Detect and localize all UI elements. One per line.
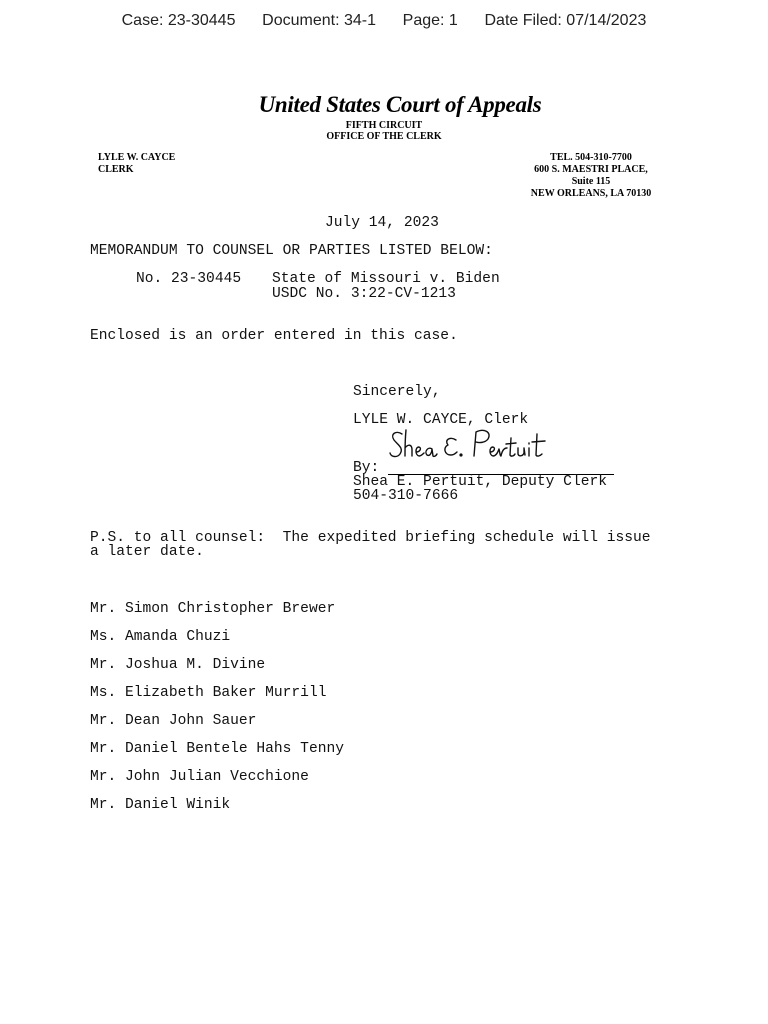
- letter-body: Enclosed is an order entered in this case.: [90, 328, 458, 344]
- handwritten-signature: [388, 426, 548, 466]
- case-name: State of Missouri v. Biden: [272, 271, 500, 287]
- recipient-item: Ms. Elizabeth Baker Murrill: [90, 685, 327, 701]
- recipient-item: Mr. John Julian Vecchione: [90, 769, 309, 785]
- filing-header: [0, 12, 768, 30]
- court-street: 600 S. MAESTRI PLACE,: [534, 164, 648, 175]
- page-number-header: Page: 1: [402, 12, 458, 29]
- document-number-header: Document: 34-1: [262, 12, 376, 29]
- recipient-item: Mr. Daniel Bentele Hahs Tenny: [90, 741, 344, 757]
- by-label: By:: [353, 460, 380, 476]
- clerk-block: [98, 152, 175, 176]
- ps-note-line-1: P.S. to all counsel: The expedited briefing schedule will issue: [90, 530, 651, 546]
- ps-note-line-2: a later date.: [90, 544, 204, 560]
- court-title: United States Court of Appeals: [258, 92, 542, 117]
- recipient-item: Mr. Simon Christopher Brewer: [90, 601, 336, 617]
- letter-closing: Sincerely,: [353, 384, 441, 400]
- court-telephone: TEL. 504-310-7700: [550, 152, 632, 163]
- deputy-phone: 504-310-7666: [353, 488, 459, 504]
- recipient-list: [90, 588, 344, 826]
- case-number: No. 23-30445: [136, 271, 242, 287]
- clerk-name: LYLE W. CAYCE: [98, 152, 176, 163]
- recipient-item: Mr. Dean John Sauer: [90, 713, 257, 729]
- memo-heading: MEMORANDUM TO COUNSEL OR PARTIES LISTED BELOW:: [90, 243, 493, 259]
- court-suite: Suite 115: [571, 176, 611, 187]
- court-circuit: FIFTH CIRCUIT: [345, 120, 423, 131]
- recipient-item: Ms. Amanda Chuzi: [90, 629, 231, 645]
- case-number-header: Case: 23-30445: [121, 12, 236, 29]
- court-office: OFFICE OF THE CLERK: [326, 131, 442, 142]
- deputy-clerk: Shea E. Pertuit, Deputy Clerk: [353, 474, 607, 490]
- signer-name: LYLE W. CAYCE, Clerk: [353, 412, 529, 428]
- court-city: NEW ORLEANS, LA 70130: [530, 188, 652, 199]
- clerk-title: CLERK: [98, 164, 134, 175]
- address-block: [520, 152, 662, 200]
- letter-date: July 14, 2023: [325, 215, 439, 231]
- usdc-number: USDC No. 3:22-CV-1213: [272, 286, 456, 302]
- recipient-item: Mr. Daniel Winik: [90, 797, 231, 813]
- date-filed-header: Date Filed: 07/14/2023: [484, 12, 647, 29]
- recipient-item: Mr. Joshua M. Divine: [90, 657, 266, 673]
